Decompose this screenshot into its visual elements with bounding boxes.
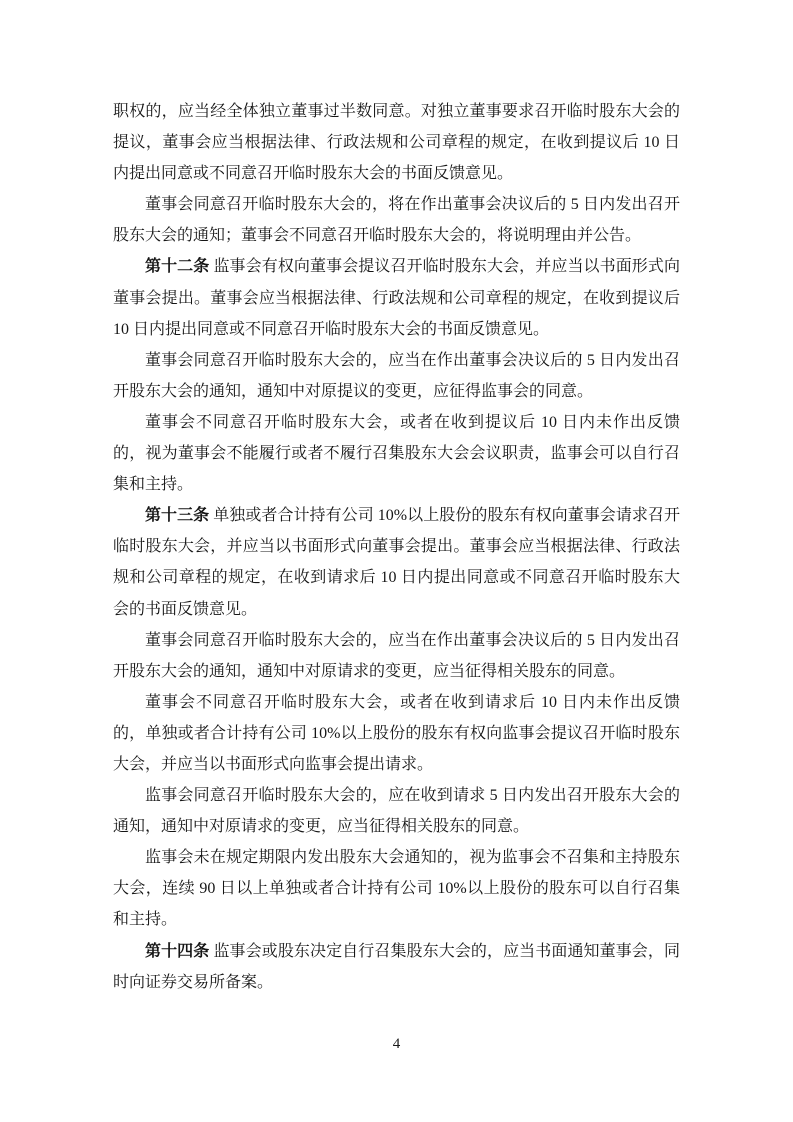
article-paragraph: 第十四条 监事会或股东决定自行召集股东大会的，应当书面通知董事会，同时向证券交易所备案。 (113, 942, 680, 991)
page-number: 4 (392, 1036, 401, 1052)
article-paragraph: 第十二条 监事会有权向董事会提议召开临时股东大会，并应当以书面形式向董事会提出。董事会应当根据法律、行政法规和公司章程的规定，在收到提议后 10 日内提出同意或不同意召开临时股东大会的书面反馈意见。 (113, 258, 680, 338)
body-paragraph: 监事会同意召开临时股东大会的，应在收到请求 5 日内发出召开股东大会的通知，通知中对原请求的变更，应当征得相关股东的同意。 (113, 787, 680, 836)
body-paragraph: 董事会不同意召开临时股东大会，或者在收到请求后 10 日内未作出反馈的，单独或者合计持有公司 10%以上股份的股东有权向监事会提议召开临时股东大会，并应当以书面形式向监事会提出请求。 (113, 693, 680, 773)
body-paragraph: 董事会同意召开临时股东大会的，将在作出董事会决议后的 5 日内发出召开股东大会的通知；董事会不同意召开临时股东大会的，将说明理由并公告。 (113, 196, 680, 245)
body-paragraph: 董事会不同意召开临时股东大会，或者在收到提议后 10 日内未作出反馈的，视为董事会不能履行或者不履行召集股东大会会议职责，监事会可以自行召集和主持。 (113, 413, 680, 494)
article-number: 第十三条 (145, 507, 210, 525)
article-number: 第十二条 (145, 258, 210, 276)
body-paragraph: 董事会同意召开临时股东大会的，应当在作出董事会决议后的 5 日内发出召开股东大会的通知，通知中对原提议的变更，应征得监事会的同意。 (113, 351, 680, 400)
article-number: 第十四条 (145, 942, 210, 960)
article-paragraph: 第十三条 单独或者合计持有公司 10%以上股份的股东有权向董事会请求召开临时股东大会，并应当以书面形式向董事会提出。董事会应当根据法律、行政法规和公司章程的规定，在收到请求后 10 日内提出同意或不同意召开临时股东大会的书面反馈意见。 (113, 507, 680, 618)
document-body (113, 96, 680, 998)
body-paragraph: 监事会未在规定期限内发出股东大会通知的，视为监事会不召集和主持股东大会，连续 90 日以上单独或者合计持有公司 10%以上股份的股东可以自行召集和主持。 (113, 849, 680, 929)
body-paragraph: 董事会同意召开临时股东大会的，应当在作出董事会决议后的 5 日内发出召开股东大会的通知，通知中对原请求的变更，应当征得相关股东的同意。 (113, 631, 680, 680)
body-paragraph: 职权的，应当经全体独立董事过半数同意。对独立董事要求召开临时股东大会的提议，董事会应当根据法律、行政法规和公司章程的规定，在收到提议后 10 日内提出同意或不同意召开临时股东大会的书面反馈意见。 (113, 103, 680, 183)
